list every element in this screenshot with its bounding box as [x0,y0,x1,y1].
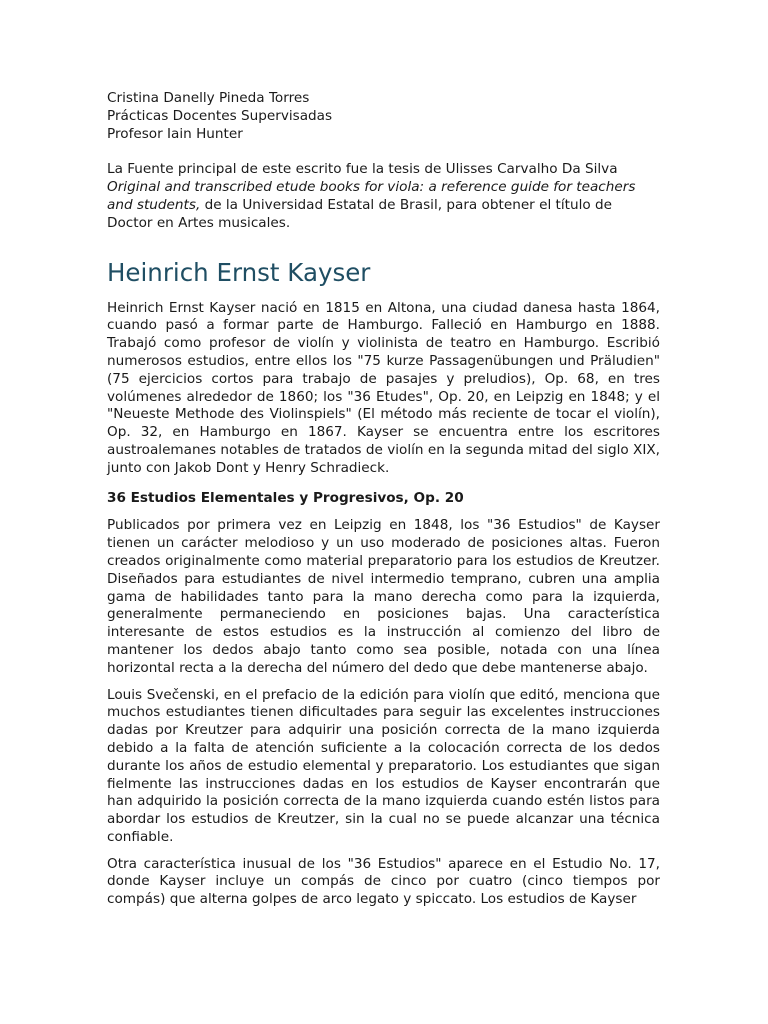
intro-lead: La Fuente principal de este escrito fue la tesis de Ulisses Carvalho Da Silva [107,161,618,178]
body-paragraph: Publicados por primera vez en Leipzig en 1848, los "36 Estudios" de Kayser tienen un carácter melodioso y un uso moderado de posiciones altas. Fueron creados originalmente como material preparatorio para los estudios de Kreutzer. Diseñados para estudiantes de nivel intermedio temprano, cubren una amplia gama de habilidades tanto para la mano derecha como para la izquierda, generalmente permaneciendo en posiciones bajas. Una característica interesante de estos estudios es la instrucción al comienzo del libro de mantener los dedos abajo tanto como sea posible, notada con una línea horizontal recta a la derecha del número del dedo que debe mantenerse abajo. [107,517,660,676]
author-block [107,90,660,143]
document-page [107,90,660,918]
body-paragraph: Louis Svečenski, en el prefacio de la edición para violín que editó, menciona que muchos estudiantes tienen dificultades para seguir las excelentes instrucciones dadas por Kreutzer para adquirir una posición correcta de la mano izquierda debido a la falta de atención suficiente a la colocación correcta de los dedos durante los años de estudio elemental y preparatorio. Los estudiantes que sigan fielmente las instrucciones dadas en los estudios de Kayser encontrarán que han adquirido la posición correcta de la mano izquierda cuando estén listos para abordar los estudios de Kreutzer, sin la cual no se puede alcanzar una técnica confiable. [107,686,660,845]
intro-tail: de la Universidad Estatal de Brasil, para obtener el título de Doctor en Artes musicales. [107,196,613,231]
professor-name: Profesor Iain Hunter [107,125,243,142]
subsection-heading: 36 Estudios Elementales y Progresivos, Op. 20 [107,489,464,506]
biography-paragraph: Heinrich Ernst Kayser nació en 1815 en Altona, una ciudad danesa hasta 1864, cuando pasó a formar parte de Hamburgo. Falleció en Hamburgo en 1888. Trabajó como profesor de violín y violinista de teatro en Hamburgo. Escribió numerosos estudios, entre ellos los "75 kurze Passagenübungen und Präludien" (75 ejercicios cortos para trabajo de pasajes y preludios), Op. 68, en tres volúmenes alrededor de 1860; los "36 Etudes", Op. 20, en Leipzig en 1848; y el "Neueste Methode des Violinspiels" (El método más reciente de tocar el violín), Op. 32, en Hamburgo en 1867. Kayser se encuentra entre los escritores austroalemanes notables de tratados de violín en la segunda mitad del siglo XIX, junto con Jakob Dont y Henry Schradieck. [107,299,660,476]
thesis-title: Original and transcribed etude books for viola: a reference guide for teachers and students, [107,179,636,213]
section-heading: Heinrich Ernst Kayser [107,257,371,287]
course-name: Prácticas Docentes Supervisadas [107,107,333,124]
body-paragraph: Otra característica inusual de los "36 Estudios" aparece en el Estudio No. 17, donde Kayser incluye un compás de cinco por cuatro (cinco tiempos por compás) que alterna golpes de arco legato y spiccato. Los estudios de Kayser [107,855,660,908]
intro-paragraph [107,161,660,232]
author-name: Cristina Danelly Pineda Torres [107,90,310,106]
